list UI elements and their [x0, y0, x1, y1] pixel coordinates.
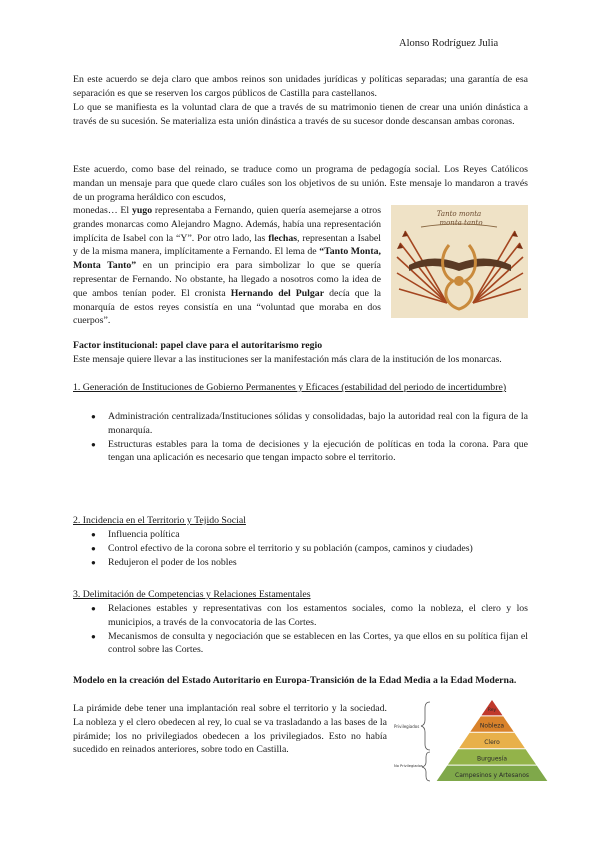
banner-line-1: Tanto monta	[436, 210, 482, 218]
pyramid-level-label: Nobleza	[479, 722, 505, 730]
pyramid-level-label: Campesinos y Artesanos	[455, 771, 529, 779]
list-item: ● Redujeron el poder de los nobles	[86, 556, 528, 570]
pyramid-level-label: Rey	[487, 708, 497, 714]
banner-line-2: monta tanto	[439, 219, 483, 227]
list-item: ● Relaciones estables y representativas con los estamentos sociales, como la nobleza, el clero y los municipios, a través de la convocatoria de las Cortes.	[86, 602, 528, 630]
author-name: Alonso Rodríguez Julia	[399, 38, 499, 49]
non-privileged-label: No Privilegiados	[394, 764, 423, 768]
list-item: ● Estructuras estables para la toma de decisiones y la ejecución de políticas en toda la corona. Para que tengan una aplicación es necesario que tengan impacto sobre el territorio.	[86, 438, 528, 466]
subsection-2-title: 2. Incidencia en el Territorio y Tejido Social	[73, 515, 246, 526]
paragraph-2: Lo que se manifiesta es la voluntad clara de que a través de su matrimonio tienen de crear una unión dinástica a través de su sucesión. Se materializa esta unión dinástica a través de su sucesor donde descansan ambas coronas.	[73, 102, 528, 127]
list-item: ● Control efectivo de la corona sobre el territorio y su población (campos, caminos y ciudades)	[86, 542, 528, 556]
heraldic-text-5: decía que la monarquía de estos reyes consistía en una “voluntad que moraba en dos cuerpos”.	[73, 287, 382, 327]
yugo-term: yugo	[131, 205, 153, 216]
section-2-title: Modelo en la creación del Estado Autoritario en Europa-Transición de la Edad Media a la Edad Moderna.	[73, 675, 517, 686]
heraldic-paragraph	[73, 204, 381, 328]
list-item: ● Mecanismos de consulta y negociación que se establecen en las Cortes, ya que ellos en su política fijan el control sobre las Cortes.	[86, 630, 528, 658]
lema-term: “Tanto Monta, Monta Tanto”	[73, 246, 381, 272]
heraldic-text-2: representaba a Fernando, quien quería asemejarse a otros grandes monarcas como Alejandro Magno. Además, había una representación implícita de Isabel con la “Y”. Por otro lado, las	[73, 205, 382, 244]
list-item: ● Administración centralizada/Instituciones sólidas y consolidadas, bajo la autoridad real con la figura de la monarquía.	[86, 410, 528, 438]
heraldic-text-3: , representan a Isabel y de la misma manera, implícitamente a Fernando. El lema de	[73, 232, 381, 258]
subsection-1-title: 1. Generación de Instituciones de Gobierno Permanentes y Eficaces (estabilidad del periodo de incertidumbre)	[73, 382, 507, 393]
subsection-1-list	[86, 410, 528, 465]
subsection-3-list	[86, 602, 528, 657]
heraldic-text-4: en un principio era para simbolizar lo que se quería representar de Fernando. No obstante, ha llegado a nosotros como la idea de que ambos tenían poder. El cronista	[73, 260, 381, 299]
subsection-3-title: 3. Delimitación de Competencias y Relaciones Estamentales	[73, 589, 311, 600]
pyramid-levels	[437, 700, 548, 781]
pyramid-level-label: Burguesía	[476, 755, 508, 763]
paragraph-1: En este acuerdo se deja claro que ambos reinos son unidades jurídicas y políticas separadas; una garantía de esa separación es que se reserven los cargos públicos de Castilla para castellanos.	[73, 74, 528, 99]
social-pyramid	[392, 698, 552, 784]
yugo-flechas-image	[391, 205, 528, 318]
section-1-title: Factor institucional: papel clave para el autoritarismo regio	[73, 340, 323, 351]
yugo-flechas-svg	[391, 205, 528, 318]
heraldic-text-1: monedas… El	[73, 205, 130, 216]
flechas-term: flechas	[268, 232, 298, 244]
section-1-intro: Este mensaje quiere llevar a las instituciones ser la manifestación más clara de la institución de los monarcas.	[73, 354, 502, 365]
social-pyramid-svg	[392, 698, 552, 784]
list-item: ● Influencia política	[86, 528, 528, 542]
subsection-2-list	[86, 528, 528, 569]
privileged-label: Privilegiados	[394, 724, 420, 729]
cronista-name: Hernando del Pulgar	[230, 287, 325, 299]
paragraph-3: Este acuerdo, como base del reinado, se traduce como un programa de pedagogía social. Los Reyes Católicos mandan un mensaje para que quede claro cuáles son los objetivos de su unión. Este mensaje lo mandaron a través de un programa heráldico con escudos,	[73, 164, 528, 203]
non-privileged-brace	[422, 752, 430, 781]
pyramid-level-label: Clero	[484, 738, 500, 746]
section-2-body: La pirámide debe tener una implantación real sobre el territorio y la sociedad. La nobleza y el clero obedecen al rey, lo cual se va trasladando a las bases de la pirámide; los no privilegiados obedecen a los privilegiados. Esto no había sucedido en reinados anteriores, sobre todo en Castilla.	[73, 703, 387, 756]
privileged-brace	[421, 702, 430, 750]
